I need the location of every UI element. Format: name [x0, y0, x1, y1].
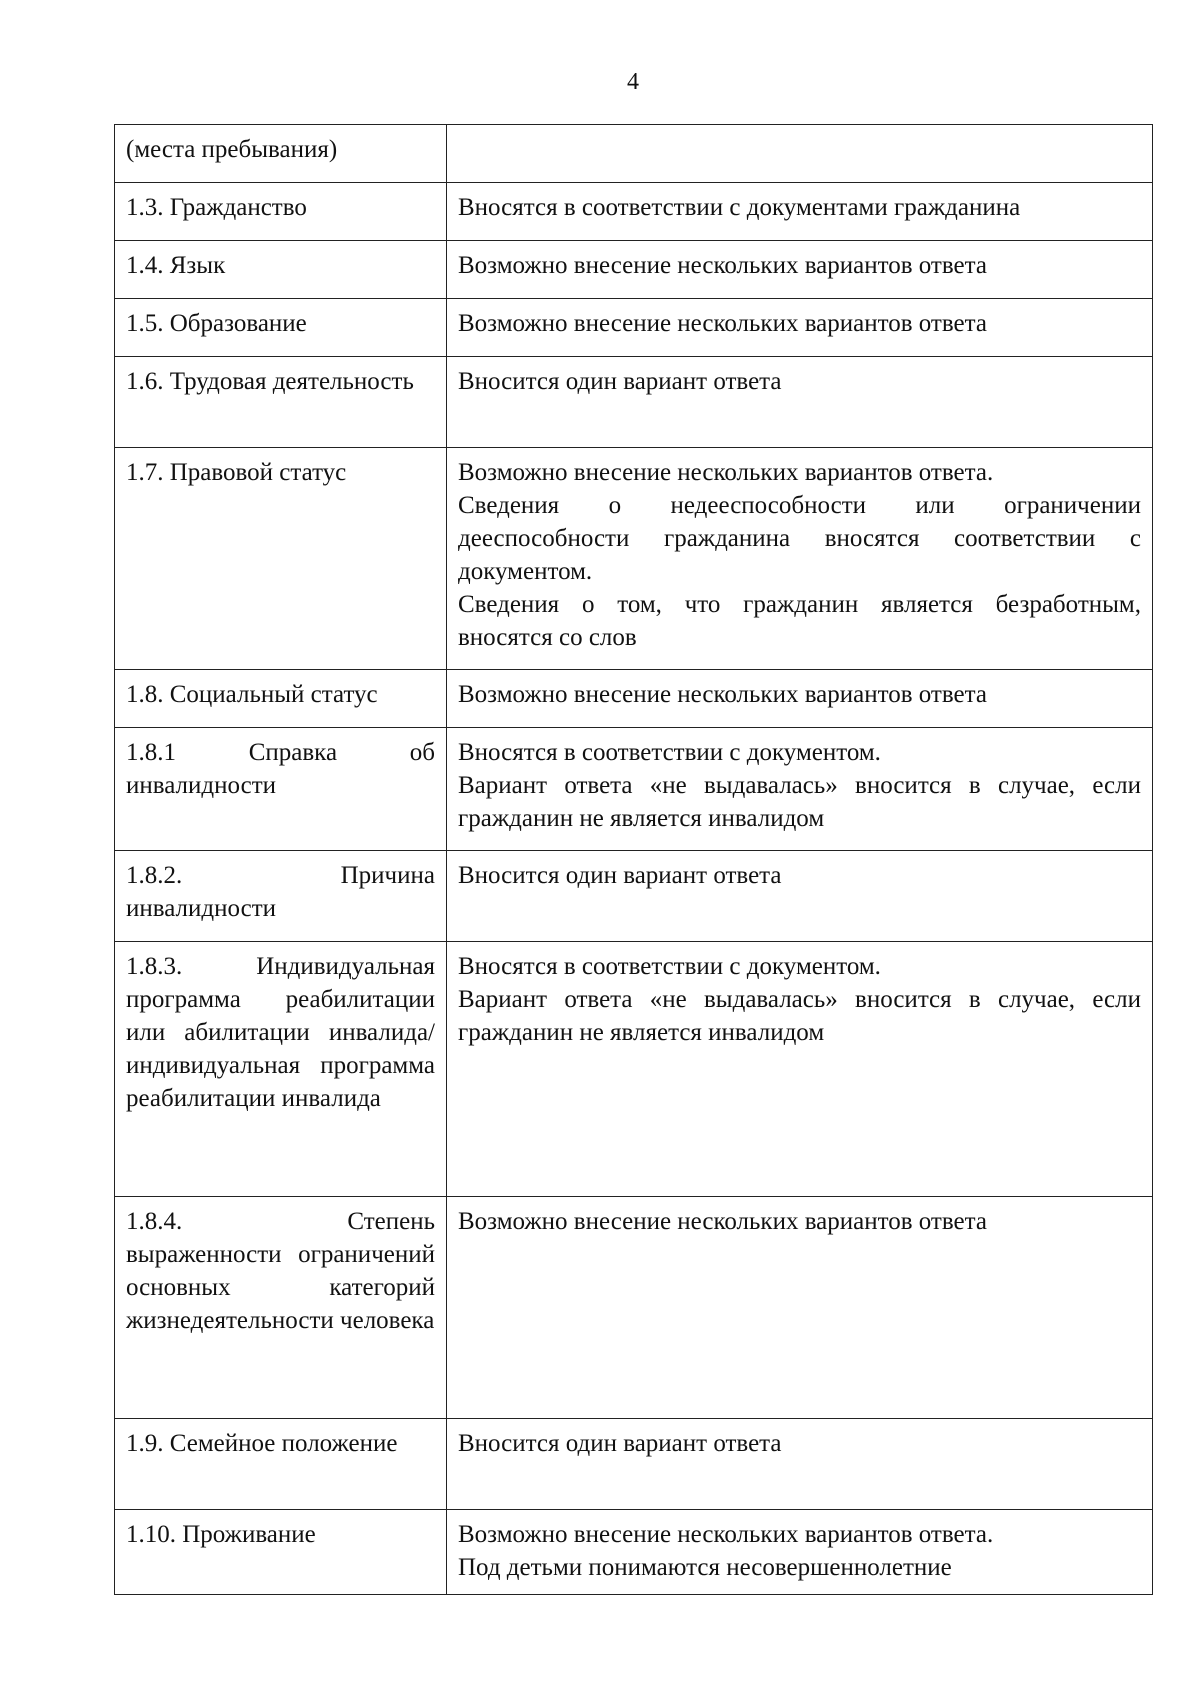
- row-description-text: Возможно внесение нескольких вариантов ответа: [458, 681, 987, 708]
- table-row: [115, 1510, 1153, 1595]
- row-description-text: Возможно внесение нескольких вариантов ответа.: [458, 1521, 994, 1548]
- row-label-text: 1.9. Семейное положение: [126, 1430, 398, 1457]
- row-label-text: 1.8.2. Причина инвалидности: [126, 862, 435, 922]
- row-label-text: 1.8. Социальный статус: [126, 681, 378, 708]
- row-description-text: Под детьми понимаются несовершеннолетние: [458, 1554, 952, 1581]
- table-row: [115, 851, 1153, 942]
- row-label-text: 1.4. Язык: [126, 252, 226, 279]
- row-label-text: 1.6. Трудовая деятельность: [126, 368, 414, 395]
- table-body: [115, 125, 1153, 1595]
- row-description-text: Вносится один вариант ответа: [458, 1430, 782, 1457]
- document-table: [114, 124, 1153, 1595]
- row-description-text: Вариант ответа «не выдавалась» вносится в случае, если гражданин не является инвалидом: [458, 772, 1141, 832]
- row-label-cell: [115, 942, 447, 1197]
- row-label-text: 1.10. Проживание: [126, 1521, 316, 1548]
- row-description-cell: [447, 728, 1153, 851]
- row-label-text: 1.5. Образование: [126, 310, 307, 337]
- row-description-cell: [447, 851, 1153, 942]
- row-label-text: 1.7. Правовой статус: [126, 459, 347, 486]
- table-row: [115, 125, 1153, 183]
- row-label-cell: [115, 1510, 447, 1595]
- row-description-text: Сведения о недееспособности или ограничении дееспособности гражданина вносятся соответствии с документом.: [458, 492, 1141, 585]
- row-label-cell: [115, 670, 447, 728]
- row-label-cell: [115, 448, 447, 670]
- row-label-cell: [115, 1419, 447, 1510]
- row-description-text: Возможно внесение нескольких вариантов ответа: [458, 1208, 987, 1235]
- row-description-cell: [447, 1419, 1153, 1510]
- row-description-cell: [447, 1197, 1153, 1419]
- row-description-text: Сведения о том, что гражданин является безработным, вносятся со слов: [458, 591, 1141, 651]
- row-description-text: Вносятся в соответствии с документом.: [458, 739, 881, 766]
- table-row: [115, 1197, 1153, 1419]
- row-description-cell: [447, 241, 1153, 299]
- row-label-cell: [115, 241, 447, 299]
- row-description-text: Возможно внесение нескольких вариантов ответа: [458, 310, 987, 337]
- table-row: [115, 241, 1153, 299]
- row-description-text: Вносятся в соответствии с документом.: [458, 953, 881, 980]
- row-label-text: 1.3. Гражданство: [126, 194, 307, 221]
- row-description-cell: [447, 670, 1153, 728]
- table-row: [115, 1419, 1153, 1510]
- row-label-cell: [115, 851, 447, 942]
- row-description-text: Вносится один вариант ответа: [458, 368, 782, 395]
- row-description-cell: [447, 125, 1153, 183]
- row-description-cell: [447, 299, 1153, 357]
- row-label-cell: [115, 125, 447, 183]
- row-label-cell: [115, 728, 447, 851]
- table-row: [115, 728, 1153, 851]
- row-label-cell: [115, 183, 447, 241]
- row-label-text: 1.8.3. Индивидуальная программа реабилитации или абилитации инвалида/ индивидуальная программа реабилитации инвалида: [126, 953, 435, 1112]
- table-row: [115, 183, 1153, 241]
- row-label-cell: [115, 1197, 447, 1419]
- row-description-text: Вариант ответа «не выдавалась» вносится в случае, если гражданин не является инвалидом: [458, 986, 1141, 1046]
- table-row: [115, 448, 1153, 670]
- row-description-text: Возможно внесение нескольких вариантов ответа: [458, 252, 987, 279]
- row-label-cell: [115, 299, 447, 357]
- row-description-text: Вносится один вариант ответа: [458, 862, 782, 889]
- row-description-text: Возможно внесение нескольких вариантов ответа.: [458, 459, 994, 486]
- row-description-text: Вносятся в соответствии с документами гражданина: [458, 194, 1021, 221]
- row-description-cell: [447, 1510, 1153, 1595]
- page-number: 4: [627, 69, 639, 95]
- row-label-cell: [115, 357, 447, 448]
- table-row: [115, 299, 1153, 357]
- table-row: [115, 670, 1153, 728]
- row-label-text: 1.8.1 Справка об инвалидности: [126, 739, 435, 799]
- row-description-cell: [447, 183, 1153, 241]
- row-description-cell: [447, 448, 1153, 670]
- row-description-cell: [447, 357, 1153, 448]
- row-label-text: 1.8.4. Степень выраженности ограничений основных категорий жизнедеятельности человека: [126, 1208, 435, 1334]
- row-label-text: (места пребывания): [126, 136, 338, 163]
- table-row: [115, 357, 1153, 448]
- table-row: [115, 942, 1153, 1197]
- row-description-cell: [447, 942, 1153, 1197]
